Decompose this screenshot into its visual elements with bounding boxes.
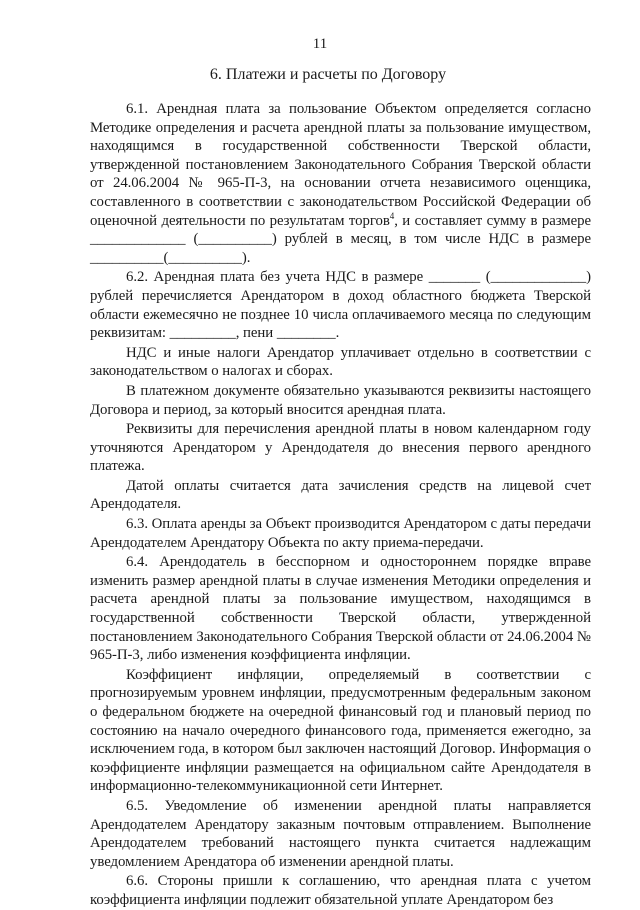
section-heading: 6. Платежи и расчеты по Договору bbox=[209, 66, 447, 83]
paragraph-6-1-text: 6.1. Арендная плата за пользование Объектом определяется согласно Методике определения и расчета арендной платы за пользование имуществом, находящимся в государственной собственности Тверской области, утвержденной постановлением Законодательного Собрания Тверской области от 24.06.2004 № 965-П-3, на основании отчета независимого оценщика, составленного в соответствии с законодательством Российской Федерации об оценочной деятельности по результатам торгов bbox=[90, 101, 591, 229]
paragraph-vat: НДС и иные налоги Арендатор уплачивает отдельно в соответствии с законодательством о налогах и сборах. bbox=[90, 344, 591, 380]
paragraph-payment-date: Датой оплаты считается дата зачисления средств на лицевой счет Арендодателя. bbox=[90, 477, 591, 513]
paragraph-6-1-text-end: , и составляет сумму в размере _____________ (__________) рублей в месяц, в том числе НДС в размере __________(__________). bbox=[90, 212, 591, 266]
page-number: 11 bbox=[312, 36, 328, 52]
paragraph-6-2: 6.2. Арендная плата без учета НДС в размере _______ (_____________) рублей перечисляется Арендатором в доход областного бюджета Тверской области ежемесячно не позднее 10 числа оплачиваемого месяца по следующим реквизитам: _________, пени ________. bbox=[90, 269, 591, 342]
paragraph-6-5: 6.5. Уведомление об изменении арендной платы направляется Арендодателем Арендатору заказным почтовым отправлением. Выполнение Арендодателем требований настоящего пункта считается надлежащим уведомлением Арендатора об изменении арендной платы. bbox=[90, 797, 591, 870]
paragraph-6-6: 6.6. Стороны пришли к соглашению, что арендная плата с учетом коэффициента инфляции подлежит обязательной уплате Арендатором без bbox=[90, 873, 591, 908]
paragraph-6-1 bbox=[90, 100, 591, 267]
paragraph-payment-document: В платежном документе обязательно указываются реквизиты настоящего Договора и период, за который вносится арендная плата. bbox=[90, 382, 591, 418]
paragraph-6-4: 6.4. Арендодатель в бесспорном и одностороннем порядке вправе изменить размер арендной платы в случае изменения Методики определения и расчета арендной платы за пользование имуществом, находящимся в государственной собственности Тверской области, утвержденной постановлением Законодательного Собрания Тверской области от 24.06.2004 № 965-П-3, либо изменения коэффициента инфляции. bbox=[90, 554, 591, 664]
paragraph-inflation: Коэффициент инфляции, определяемый в соответствии с прогнозируемым уровнем инфляции, предусмотренным федеральным законом о федеральном бюджете на очередной финансовый год и плановый период по состоянию на начало очередного финансового года, применяется ежегодно, за исключением года, в котором был заключен настоящий Договор. Информация о коэффициенте инфляции размещается на официальном сайте Арендодателя в информационно-телекоммуникационной сети Интернет. bbox=[90, 666, 592, 795]
paragraph-6-3: 6.3. Оплата аренды за Объект производится Арендатором с даты передачи Арендодателем Арендатору Объекта по акту приема-передачи. bbox=[90, 516, 591, 551]
footnote-ref: 4 bbox=[389, 210, 395, 221]
paragraph-requisites: Реквизиты для перечисления арендной платы в новом календарном году уточняются Арендатором у Арендодателя до внесения первого арендного платежа. bbox=[90, 421, 591, 475]
section-body bbox=[90, 100, 591, 910]
